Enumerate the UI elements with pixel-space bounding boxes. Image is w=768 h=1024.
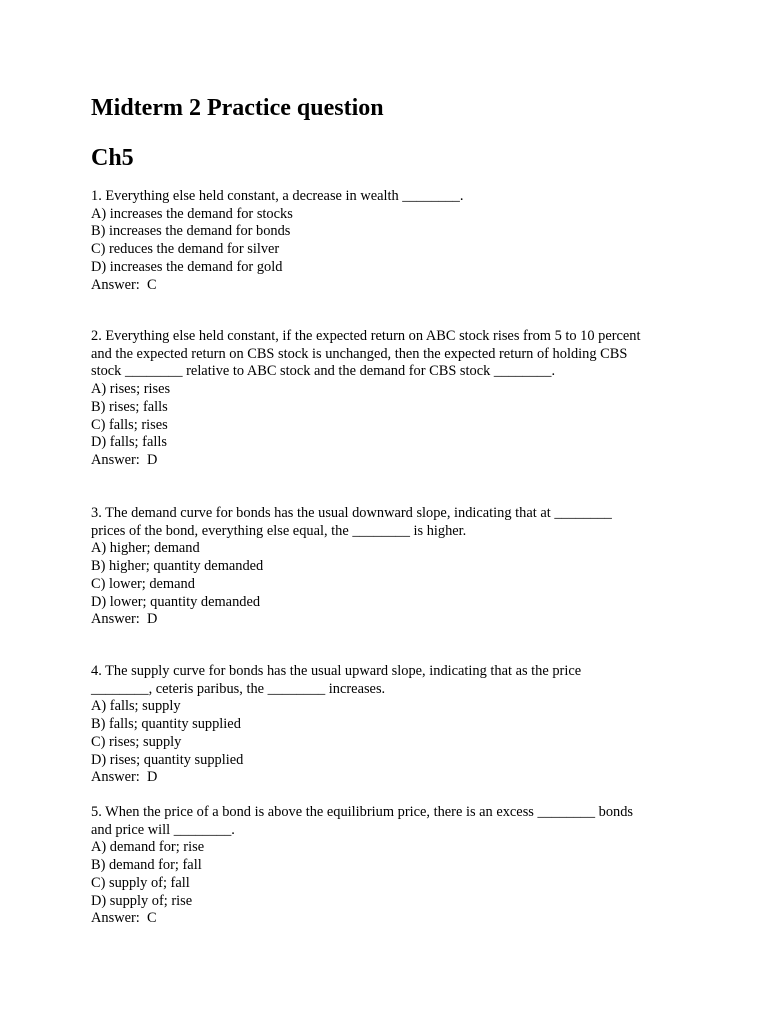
question-2-option-b: B) rises; falls — [91, 398, 168, 415]
question-3-option-d: D) lower; quantity demanded — [91, 593, 261, 610]
question-1-option-c: C) reduces the demand for silver — [91, 241, 280, 258]
chapter-heading: Ch5 — [91, 145, 134, 171]
question-2-stem-line-2: and the expected return on CBS stock is unchanged, then the expected return of holding CBS — [91, 345, 628, 362]
question-2-option-c: C) falls; rises — [91, 416, 168, 433]
question-4-option-d: D) rises; quantity supplied — [91, 751, 244, 768]
question-2-stem-line-3: stock ________ relative to ABC stock and the demand for CBS stock ________. — [91, 363, 556, 380]
question-5-answer: Answer: C — [91, 910, 157, 927]
question-3-stem-line-2: prices of the bond, everything else equal, the ________ is higher. — [91, 522, 467, 539]
question-5-stem-line-1: 5. When the price of a bond is above the equilibrium price, there is an excess ________ bonds — [91, 804, 634, 820]
question-2 — [91, 328, 691, 470]
question-3-option-b: B) higher; quantity demanded — [91, 558, 264, 575]
question-5-option-d: D) supply of; rise — [91, 892, 193, 909]
question-5-stem-line-2: and price will ________. — [91, 821, 235, 838]
question-1 — [91, 188, 691, 294]
question-5-option-c: C) supply of; fall — [91, 874, 190, 891]
question-3-answer: Answer: D — [91, 611, 158, 628]
question-4-option-c: C) rises; supply — [91, 733, 182, 750]
question-3 — [91, 505, 691, 629]
question-5 — [91, 804, 691, 928]
question-1-stem-line-1: 1. Everything else held constant, a decrease in wealth ________. — [91, 188, 464, 204]
question-4-option-b: B) falls; quantity supplied — [91, 716, 241, 733]
question-4-stem-line-2: ________, ceteris paribus, the ________ increases. — [91, 680, 386, 697]
question-2-stem-line-1: 2. Everything else held constant, if the expected return on ABC stock rises from 5 to 10 percent — [91, 328, 641, 344]
question-3-stem-line-1: 3. The demand curve for bonds has the usual downward slope, indicating that at ________ — [91, 505, 612, 521]
question-1-option-a: A) increases the demand for stocks — [91, 205, 293, 222]
question-3-option-c: C) lower; demand — [91, 575, 195, 592]
question-4-answer: Answer: D — [91, 769, 158, 786]
question-1-option-b: B) increases the demand for bonds — [91, 223, 291, 240]
question-3-option-a: A) higher; demand — [91, 540, 200, 557]
question-2-answer: Answer: D — [91, 451, 158, 468]
question-4-option-a: A) falls; supply — [91, 698, 181, 715]
question-2-option-d: D) falls; falls — [91, 434, 167, 451]
question-4-stem-line-1: 4. The supply curve for bonds has the usual upward slope, indicating that as the price — [91, 663, 582, 679]
question-2-option-a: A) rises; rises — [91, 381, 171, 398]
question-5-option-b: B) demand for; fall — [91, 857, 202, 874]
document-title: Midterm 2 Practice question — [91, 95, 384, 121]
question-1-answer: Answer: C — [91, 276, 157, 293]
question-1-option-d: D) increases the demand for gold — [91, 258, 283, 275]
question-5-option-a: A) demand for; rise — [91, 839, 205, 856]
question-4 — [91, 663, 691, 787]
